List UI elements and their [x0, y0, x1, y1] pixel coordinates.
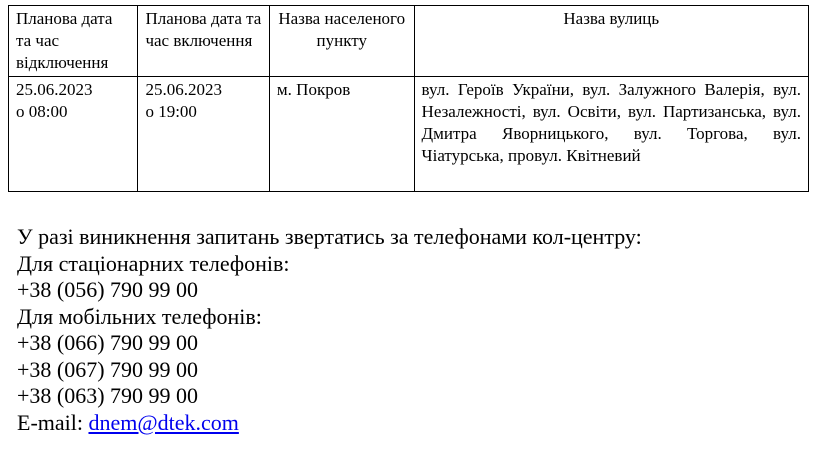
table-row: [9, 77, 809, 192]
landline-label: Для стаціонарних телефонів:: [17, 250, 290, 276]
header-off-datetime: Планова дата та час відключення: [9, 6, 138, 77]
mobile-phone: +38 (063) 790 99 00: [17, 383, 199, 408]
email-link[interactable]: dnem@dtek.com: [88, 409, 239, 435]
mobile-phone: +38 (067) 790 99 00: [17, 356, 199, 382]
off-time: о 08:00: [16, 102, 68, 121]
mobile-phone: +38 (066) 790 99 00: [17, 330, 199, 355]
header-settlement: Назва населеного пункту: [269, 6, 414, 77]
cut-off-text-line: [0, 0, 816, 4]
contact-info: [17, 224, 642, 436]
outage-schedule-table: [8, 5, 809, 192]
on-time: о 19:00: [145, 102, 197, 121]
cell-off-datetime: [9, 77, 138, 192]
cell-settlement: м. Покров: [269, 77, 414, 192]
on-date: 25.06.2023: [145, 80, 222, 99]
landline-phone: +38 (056) 790 99 00: [17, 277, 199, 302]
email-line: [17, 410, 642, 437]
mobile-label: Для мобільних телефонів:: [17, 303, 262, 329]
header-on-datetime: Планова дата та час включення: [138, 6, 269, 77]
contact-intro: У разі виникнення запитань звертатись за телефонами кол-центру:: [17, 224, 642, 249]
cell-streets: вул. Героїв України, вул. Залужного Валерія, вул. Незалежності, вул. Освіти, вул. Партизанська, вул. Дмитра Яворницького, вул. Торгова, вул. Чіатурська, провул. Квітневий: [414, 77, 808, 192]
cell-on-datetime: [138, 77, 269, 192]
off-date: 25.06.2023: [16, 80, 93, 99]
table-header-row: [9, 6, 809, 77]
email-label: E-mail:: [17, 409, 83, 435]
header-streets: Назва вулиць: [414, 6, 808, 77]
